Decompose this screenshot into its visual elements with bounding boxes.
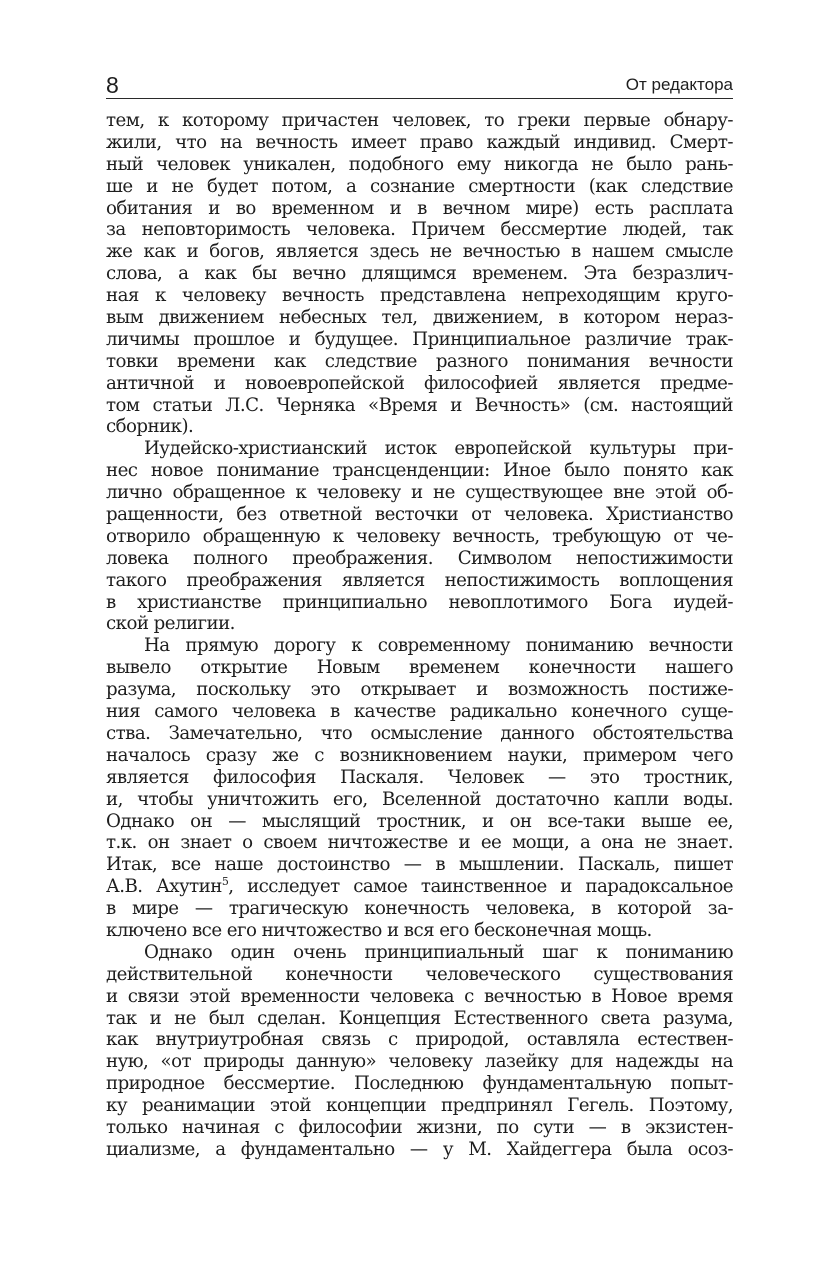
text-segment: , исследует самое таинственное и парадоксальное: [228, 876, 733, 898]
text-line: сборник).: [106, 416, 194, 438]
text-line: так и не был сделан. Концепция Естественного света разума,: [106, 1007, 733, 1029]
text-line: ства. Замечательно, что осмысление данного обстоятельства: [106, 722, 733, 744]
text-line: Однако один очень принципиальный шаг к пониманию: [144, 941, 733, 963]
text-line: является философия Паскаля. Человек — это тростник,: [106, 766, 733, 788]
text-line: т.к. он знает о своем ничтожестве и ее мощи, а она не знает.: [106, 832, 733, 854]
text-line: ный человек уникален, подобного ему никогда не было рань-: [106, 153, 733, 175]
text-line: разума, поскольку это открывает и возможность постиже-: [106, 679, 733, 701]
text-line: лично обращенное к человеку и не существующее вне этой об-: [106, 482, 733, 504]
text-line: ской религии.: [106, 613, 235, 635]
text-line: Однако он — мыслящий тростник, и он все-таки выше ее,: [106, 810, 733, 832]
text-line: действительной конечности человеческого существования: [106, 963, 733, 985]
text-line: обитания и во временном и в вечном мире) есть расплата: [106, 197, 733, 219]
text-line: том статьи Л.С. Черняка «Время и Вечность» (см. настоящий: [106, 394, 733, 416]
footnote-marker: 5: [221, 875, 229, 889]
text-line: природное бессмертие. Последнюю фундаментальную попыт-: [106, 1073, 733, 1095]
text-line: и связи этой временности человека с вечностью в Новое время: [106, 985, 733, 1007]
text-line: ращенности, без ответной весточки от человека. Христианство: [106, 504, 733, 526]
text-line: ку реанимации этой концепции предпринял Гегель. Поэтому,: [106, 1095, 733, 1117]
text-line: На прямую дорогу к современному пониманию вечности: [144, 635, 733, 657]
text-line: личимы прошлое и будущее. Принципиальное различие трак-: [106, 328, 733, 350]
text-line: и, чтобы уничтожить его, Вселенной достаточно капли воды.: [106, 788, 733, 810]
text-line: ловека полного преображения. Символом непостижимости: [106, 547, 733, 569]
footnote-line: [106, 876, 733, 898]
body-text: [106, 110, 733, 1161]
text-line: же как и богов, является здесь не вечностью в нашем смысле: [106, 241, 733, 263]
page-header: [106, 72, 733, 99]
text-line: такого преображения является непостижимость воплощения: [106, 569, 733, 591]
text-segment: А.В. Ахутин: [106, 876, 222, 898]
text-line: античной и новоевропейской философией является предме-: [106, 372, 733, 394]
text-line: только начиная с философии жизни, по сути — в экзистен-: [106, 1116, 733, 1138]
text-line: ше и не будет потом, а сознание смертности (как следствие: [106, 175, 733, 197]
text-line: циализме, а фундаментально — у М. Хайдеггера была осоз-: [106, 1138, 733, 1160]
text-line: ную, «от природы данную» человеку лазейку для надежды на: [106, 1051, 733, 1073]
text-line: ная к человеку вечность представлена непреходящим круго-: [106, 285, 733, 307]
text-line: ключено все его ничтожество и вся его бесконечная мощь.: [106, 919, 652, 941]
text-line: в мире — трагическую конечность человека, в которой за-: [106, 898, 733, 920]
text-line: в христианстве принципиально невоплотимого Бога иудей-: [106, 591, 733, 613]
text-line: жили, что на вечность имеет право каждый индивид. Смерт-: [106, 131, 733, 153]
running-head: От редактора: [625, 75, 733, 94]
text-line: Иудейско-христианский исток европейской культуры при-: [144, 438, 733, 460]
text-line: тем, к которому причастен человек, то греки первые обнару-: [106, 110, 733, 131]
text-line: вым движением небесных тел, движением, в котором нераз-: [106, 307, 733, 329]
text-line: вывело открытие Новым временем конечности нашего: [106, 657, 733, 679]
text-line: за неповторимость человека. Причем бессмертие людей, так: [106, 219, 733, 241]
text-line: Итак, все наше достоинство — в мышлении. Паскаль, пишет: [106, 854, 733, 876]
text-line: как внутриутробная связь с природой, оставляла естествен-: [106, 1029, 733, 1051]
text-line: слова, а как бы вечно длящимся временем. Эта безразлич-: [106, 263, 733, 285]
text-line: началось сразу же с возникновением науки, примером чего: [106, 744, 733, 766]
text-line: товки времени как следствие разного понимания вечности: [106, 350, 733, 372]
text-line: ния самого человека в качестве радикально конечного суще-: [106, 701, 733, 723]
page-number: 8: [106, 72, 119, 98]
text-line: нес новое понимание трансценденции: Иное было понято как: [106, 460, 733, 482]
text-line: отворило обращенную к человеку вечность, требующую от че-: [106, 525, 733, 547]
